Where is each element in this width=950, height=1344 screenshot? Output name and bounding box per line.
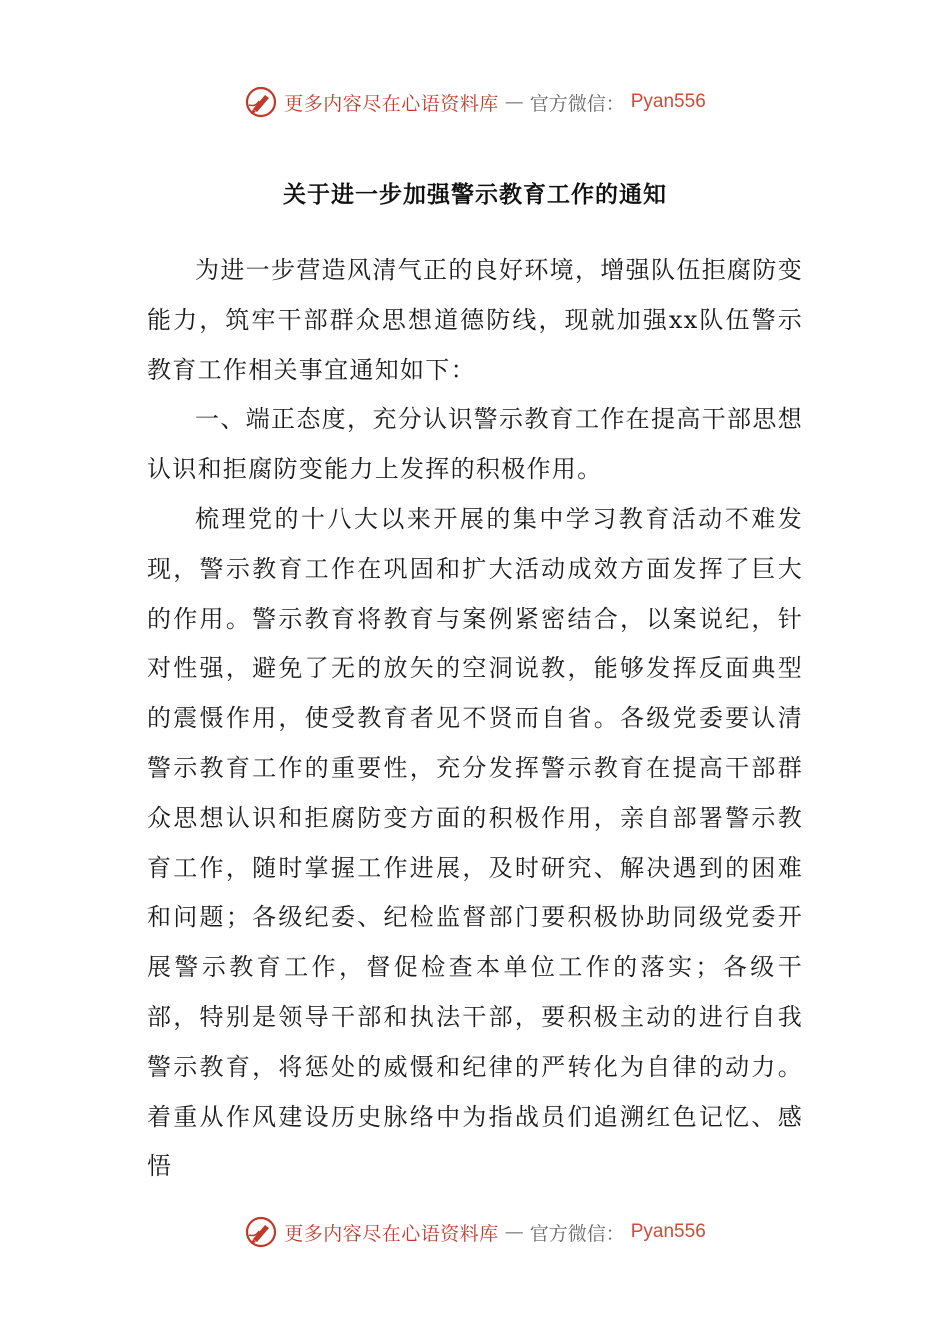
document-body (147, 246, 803, 1192)
brand-text: 更多内容尽在心语资料库 (284, 1222, 499, 1245)
wechat-label: 官方微信： (529, 92, 625, 115)
paragraph-intro: 为进一步营造风清气正的良好环境，增强队伍拒腐防变能力，筑牢干部群众思想道德防线，现就加强xx队伍警示教育工作相关事宜通知如下： (147, 256, 803, 384)
pen-logo-icon (244, 85, 278, 119)
wechat-label: 官方微信： (529, 1222, 625, 1245)
pen-logo-icon (244, 1215, 278, 1249)
footer-banner (0, 1212, 950, 1252)
header-banner (0, 82, 950, 122)
banner-separator: — (504, 91, 524, 113)
wechat-id: Pyan556 (630, 91, 706, 112)
wechat-id: Pyan556 (630, 1221, 706, 1242)
document-title: 关于进一步加强警示教育工作的通知 (283, 182, 667, 208)
brand-text: 更多内容尽在心语资料库 (284, 92, 499, 115)
banner-separator: — (504, 1221, 524, 1243)
paragraph-section-heading: 一、端正态度，充分认识警示教育工作在提高干部思想认识和拒腐防变能力上发挥的积极作用。 (147, 405, 803, 484)
paragraph-main: 梳理党的十八大以来开展的集中学习教育活动不难发现，警示教育工作在巩固和扩大活动成效方面发挥了巨大的作用。警示教育将教育与案例紧密结合，以案说纪，针对性强，避免了无的放矢的空洞说教，能够发挥反面典型的震慑作用，使受教育者见不贤而自省。各级党委要认清警示教育工作的重要性，充分发挥警示教育在提高干部群众思想认识和拒腐防变方面的积极作用，亲自部署警示教育工作，随时掌握工作进展，及时研究、解决遇到的困难和问题；各级纪委、纪检监督部门要积极协助同级党委开展警示教育工作，督促检查本单位工作的落实；各级干部，特别是领导干部和执法干部，要积极主动的进行自我警示教育，将惩处的威慑和纪律的严转化为自律的动力。着重从作风建设历史脉络中为指战员们追溯红色记忆、感悟 (147, 504, 803, 1181)
